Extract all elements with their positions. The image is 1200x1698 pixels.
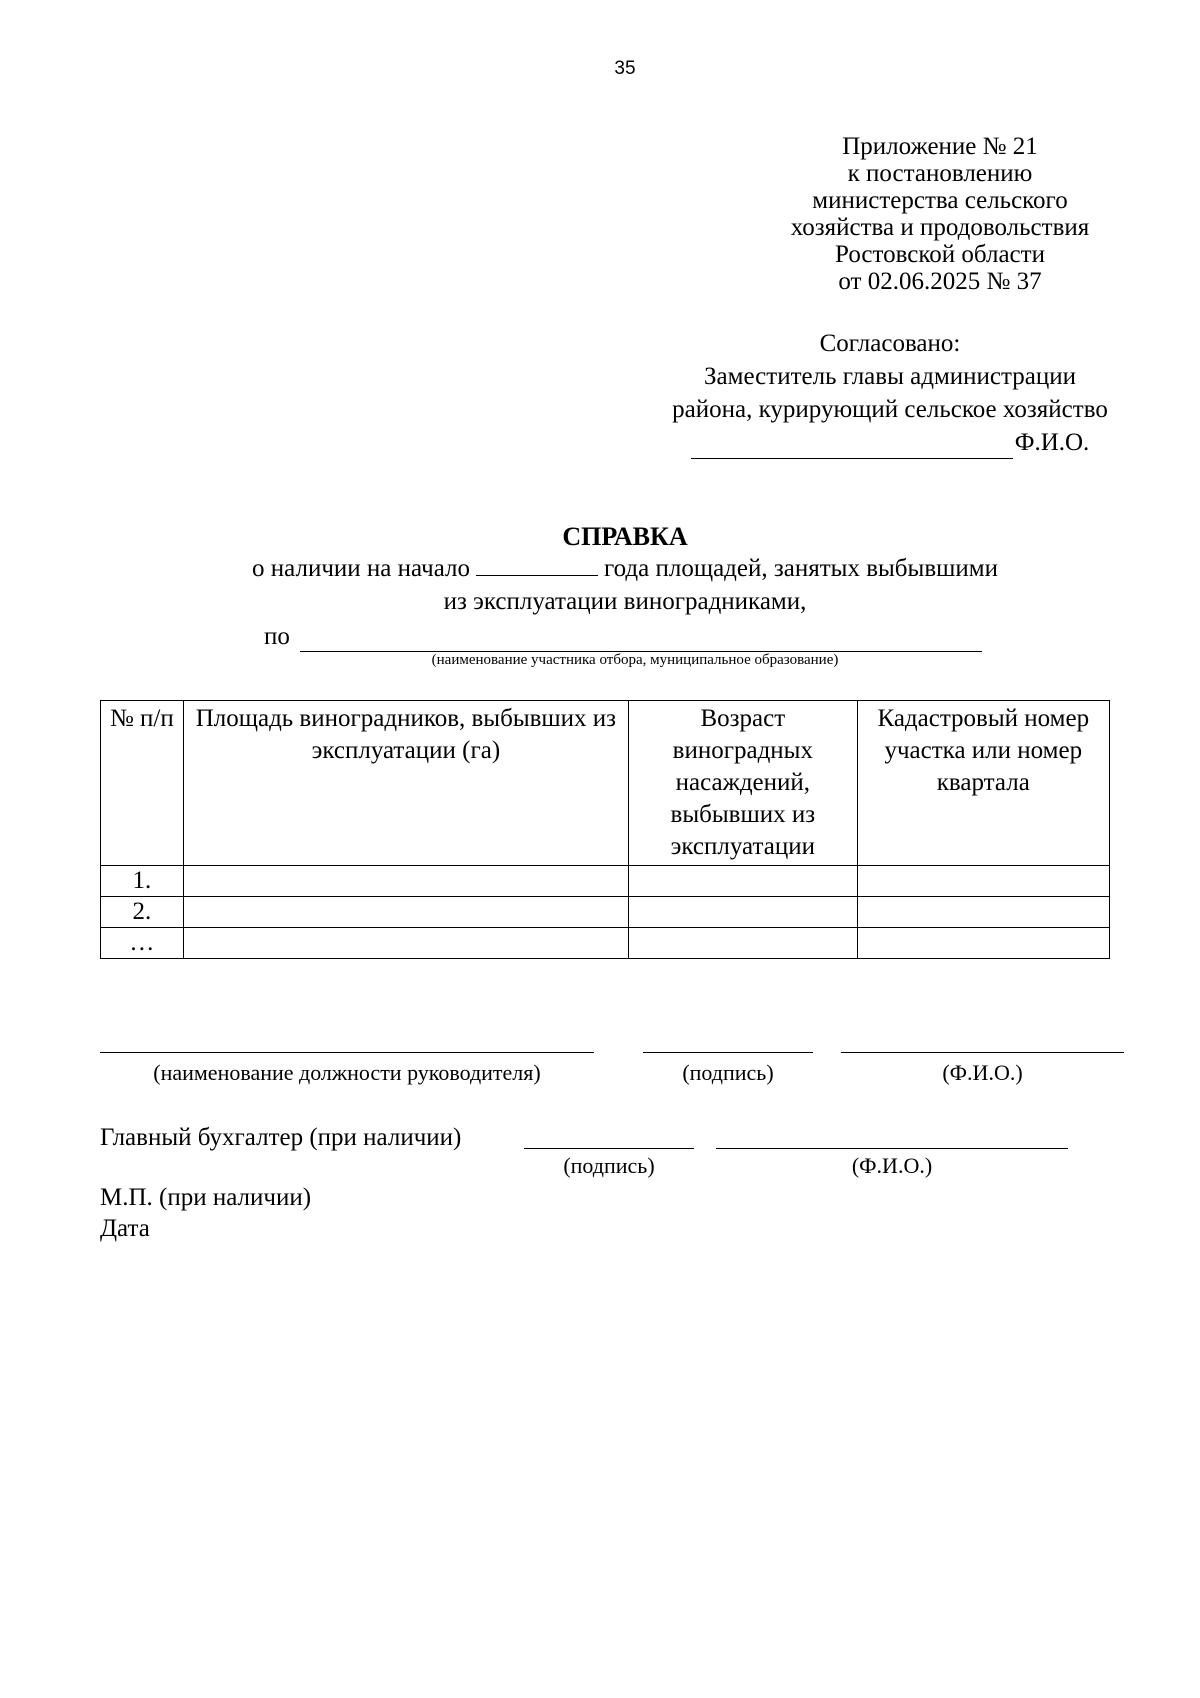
approval-position-line: Заместитель главы администрации: [704, 363, 1076, 390]
document-title: СПРАВКА: [562, 522, 688, 551]
table-row: [101, 928, 1110, 959]
stamp-label: М.П. (при наличии): [100, 1184, 312, 1211]
table-header-row: [101, 701, 1110, 866]
header-area: Площадь виноградников, выбывших из эксплуатации (га): [183, 701, 628, 866]
head-fio-caption: (Ф.И.О.): [942, 1060, 1023, 1085]
head-position-caption: (наименование должности руководителя): [153, 1060, 541, 1085]
subtitle-text: года площадей, занятых выбывшими: [604, 555, 998, 582]
table-cell[interactable]: [857, 928, 1109, 959]
appendix-line: к постановлению: [847, 160, 1033, 187]
table-row: [101, 897, 1110, 928]
table-cell-number: 1.: [101, 866, 184, 897]
vineyard-table: [100, 700, 1110, 959]
head-signature-blank[interactable]: [643, 1052, 813, 1053]
appendix-line: от 02.06.2025 № 37: [838, 268, 1042, 295]
approval-signature-row: [691, 426, 1090, 459]
approval-position-line: района, курирующий сельское хозяйство: [672, 396, 1108, 423]
participant-blank[interactable]: [300, 629, 982, 652]
appendix-block: [760, 133, 1120, 295]
accountant-label: Главный бухгалтер (при наличии): [100, 1124, 462, 1151]
accountant-fio-blank[interactable]: [716, 1148, 1068, 1149]
head-position-blank[interactable]: [100, 1052, 594, 1053]
year-blank[interactable]: [476, 553, 598, 576]
table-cell-number: …: [101, 928, 184, 959]
table-cell-number: 2.: [101, 897, 184, 928]
header-number: № п/п: [101, 701, 184, 866]
table-cell[interactable]: [857, 866, 1109, 897]
table-cell[interactable]: [857, 897, 1109, 928]
table-cell[interactable]: [183, 866, 628, 897]
table-cell[interactable]: [629, 928, 858, 959]
participant-hint: (наименование участника отбора, муниципальное образование): [431, 652, 839, 668]
date-label: Дата: [100, 1215, 150, 1242]
subtitle-line-2: из эксплуатации виноградниками,: [443, 588, 807, 615]
approval-fio: Ф.И.О.: [1014, 429, 1090, 456]
appendix-line: хозяйства и продовольствия: [790, 214, 1090, 241]
head-fio-blank[interactable]: [841, 1052, 1124, 1053]
approval-signature-blank[interactable]: [691, 432, 1013, 459]
table-cell[interactable]: [629, 897, 858, 928]
title-block: [0, 522, 1200, 618]
table-cell[interactable]: [183, 928, 628, 959]
appendix-line: министерства сельского: [812, 187, 1068, 214]
header-cadastral: Кадастровый номер участка или номер квартала: [857, 701, 1109, 866]
appendix-line: Приложение № 21: [842, 133, 1038, 160]
subtitle-text: о наличии на начало: [252, 555, 470, 582]
table-row: [101, 866, 1110, 897]
page-number: 35: [614, 58, 636, 79]
po-label: по: [264, 623, 290, 650]
participant-line: [264, 622, 982, 652]
table-cell[interactable]: [629, 866, 858, 897]
approval-heading: Согласовано:: [819, 330, 961, 357]
approval-block: [640, 327, 1140, 468]
head-signature-caption: (подпись): [682, 1060, 774, 1085]
table-cell[interactable]: [183, 897, 628, 928]
accountant-signature-blank[interactable]: [524, 1148, 694, 1149]
appendix-line: Ростовской области: [835, 241, 1045, 268]
subtitle-line-1: [0, 552, 1200, 585]
header-age: Возраст виноградных насаждений, выбывших из эксплуатации: [629, 701, 858, 866]
accountant-signature-caption: (подпись): [563, 1153, 655, 1178]
accountant-fio-caption: (Ф.И.О.): [851, 1153, 933, 1178]
